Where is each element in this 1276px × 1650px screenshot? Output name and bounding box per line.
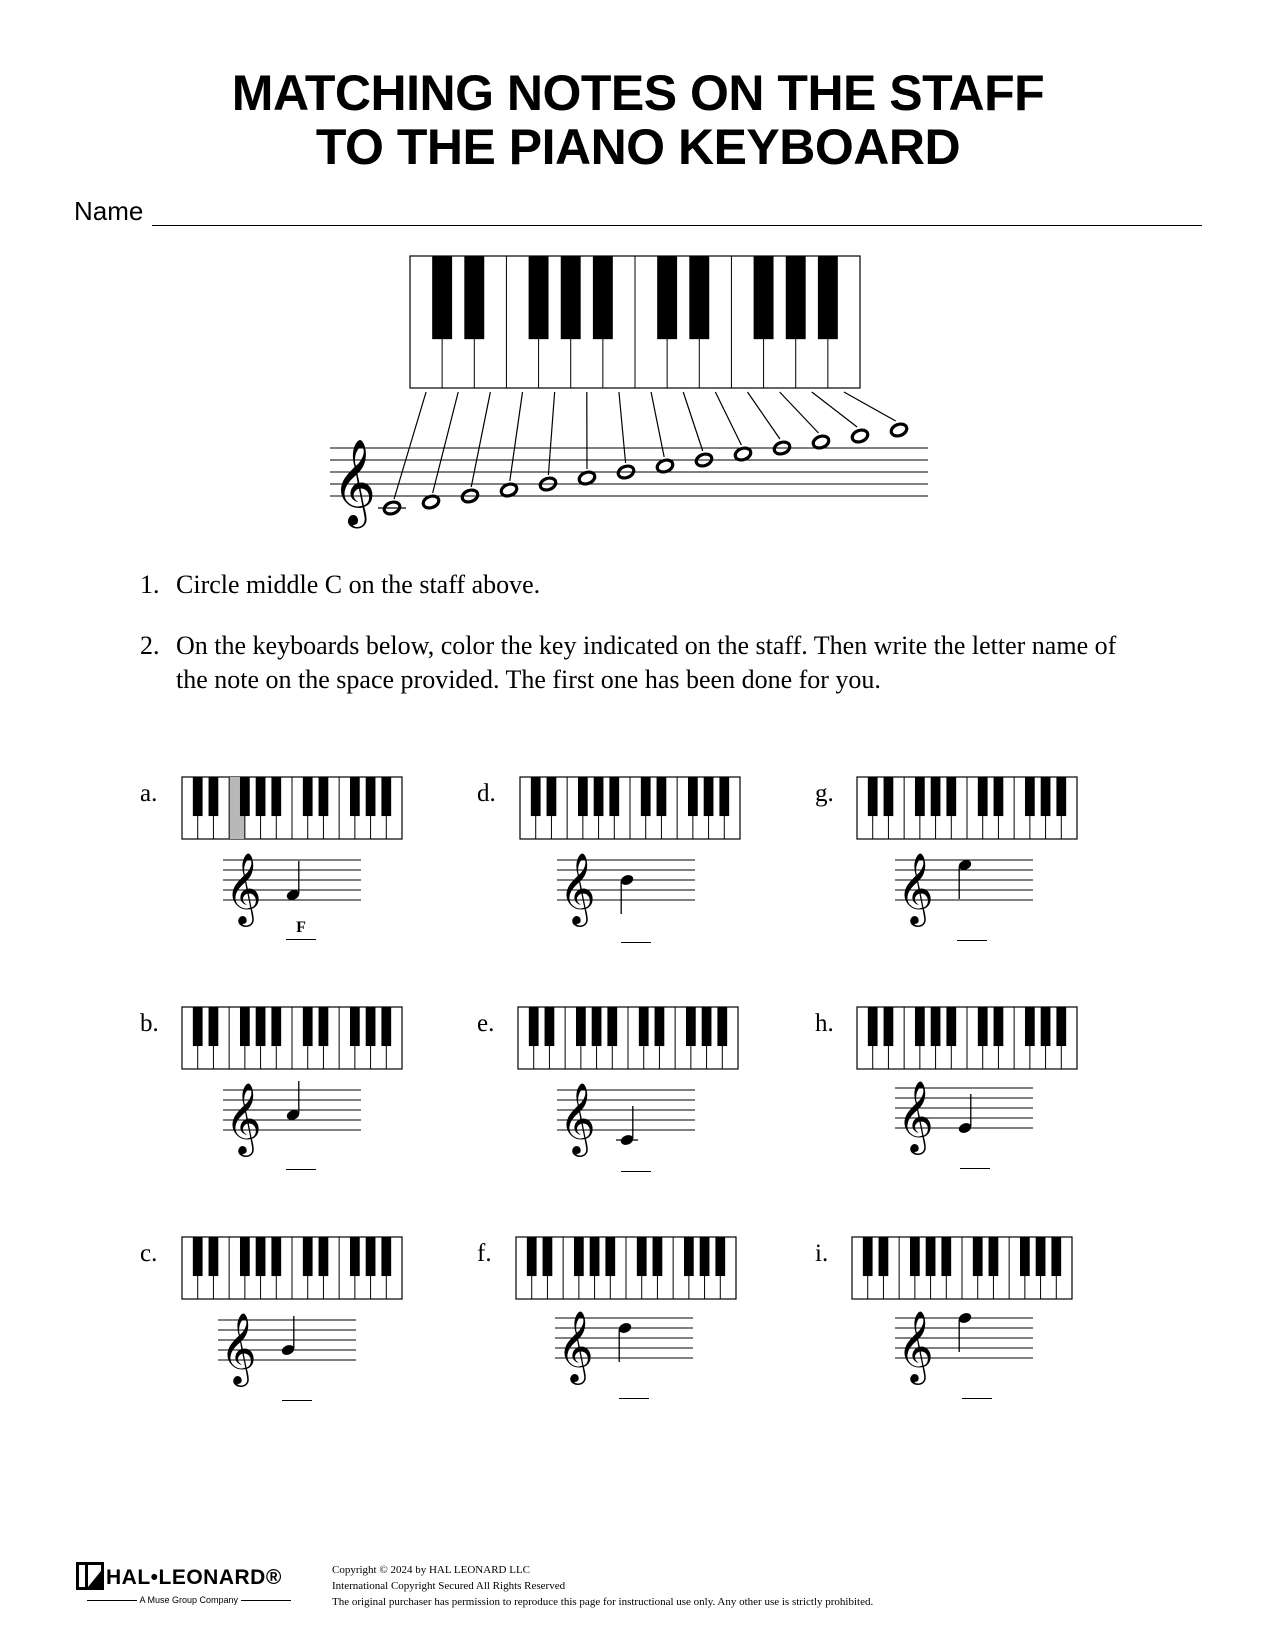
- pointer-line: [394, 392, 426, 499]
- exercise-label: i.: [815, 1240, 829, 1267]
- black-key: [256, 1007, 266, 1046]
- pointer-line: [844, 392, 896, 421]
- exercise-keyboard[interactable]: [519, 776, 741, 840]
- black-key: [719, 777, 729, 816]
- exercise-keyboard[interactable]: [181, 1006, 403, 1070]
- black-key: [702, 1007, 712, 1046]
- black-key: [868, 1007, 878, 1046]
- pointer-line: [471, 392, 490, 487]
- pointer-line: [619, 392, 626, 463]
- instruction-2-number: 2.: [140, 631, 160, 660]
- black-key: [366, 777, 376, 816]
- black-key: [464, 256, 484, 339]
- instruction-2-text: On the keyboards below, color the key indicated on the staff. Then write the letter name of the note on the space provided. The first one has been done for you.: [176, 631, 1117, 694]
- black-key: [717, 1007, 727, 1046]
- logo-mark-icon: [76, 1562, 104, 1590]
- black-key: [366, 1237, 376, 1276]
- black-key: [689, 256, 709, 339]
- main-keyboard-staff-diagram: [0, 0, 1276, 525]
- exercise-label: f.: [477, 1240, 492, 1267]
- black-key: [994, 1007, 1004, 1046]
- logo-wordmark: HAL•LEONARD®: [106, 1566, 282, 1589]
- treble-clef-icon: 𝄞: [220, 1311, 257, 1384]
- logo-subtitle: [76, 1595, 302, 1605]
- black-key: [240, 1237, 250, 1276]
- black-key: [1036, 1237, 1046, 1276]
- exercise-keyboard[interactable]: [181, 776, 403, 840]
- black-key: [684, 1237, 694, 1276]
- answer-line[interactable]: [282, 1400, 312, 1401]
- exercise-staff: [895, 1076, 1035, 1152]
- logo-subtitle-text: A Muse Group Company: [139, 1595, 239, 1605]
- treble-clef-icon: 𝄞: [557, 1309, 594, 1382]
- exercise-label: a.: [140, 780, 158, 807]
- black-key: [319, 1237, 329, 1276]
- treble-clef-icon: 𝄞: [225, 1081, 262, 1154]
- black-key: [655, 1007, 665, 1046]
- exercise-keyboard[interactable]: [856, 776, 1078, 840]
- black-key: [1025, 1007, 1035, 1046]
- treble-clef-icon: 𝄞: [559, 1081, 596, 1154]
- treble-clef-icon: 𝄞: [332, 437, 376, 525]
- name-label: Name: [74, 196, 144, 226]
- exercise-label: c.: [140, 1240, 158, 1267]
- whole-note: [851, 428, 870, 444]
- answer-line[interactable]: [286, 919, 316, 940]
- black-key: [432, 256, 452, 339]
- black-key: [754, 256, 774, 339]
- black-key: [561, 256, 581, 339]
- exercise-label: b.: [140, 1010, 159, 1037]
- black-key: [209, 777, 219, 816]
- exercise-keyboard[interactable]: [856, 1006, 1078, 1070]
- answer-line[interactable]: [957, 940, 987, 941]
- black-key: [915, 1007, 925, 1046]
- exercise-staff: [895, 1306, 1035, 1382]
- black-key: [931, 777, 941, 816]
- black-key: [1025, 777, 1035, 816]
- black-key: [863, 1237, 873, 1276]
- exercise-staff: [557, 1078, 697, 1154]
- answer-line[interactable]: [621, 1171, 651, 1172]
- black-key: [686, 1007, 696, 1046]
- exercise-keyboard[interactable]: [515, 1236, 737, 1300]
- black-key: [884, 777, 894, 816]
- black-key: [818, 256, 838, 339]
- exercise-staff: [223, 848, 363, 924]
- black-key: [319, 1007, 329, 1046]
- pointer-line: [780, 392, 819, 433]
- pointer-line: [433, 392, 459, 493]
- instruction-1-text: Circle middle C on the staff above.: [176, 570, 541, 599]
- black-key: [641, 777, 651, 816]
- black-key: [303, 1007, 313, 1046]
- black-key: [657, 777, 667, 816]
- black-key: [545, 1007, 555, 1046]
- pointer-line: [748, 392, 780, 439]
- pointer-line: [715, 392, 741, 445]
- black-key: [574, 1237, 584, 1276]
- black-key: [527, 1237, 537, 1276]
- black-key: [592, 1007, 602, 1046]
- exercise-staff: [218, 1308, 358, 1384]
- black-key: [700, 1237, 710, 1276]
- black-key: [688, 777, 698, 816]
- treble-clef-icon: 𝄞: [897, 1079, 934, 1152]
- black-key: [193, 777, 203, 816]
- black-key: [209, 1237, 219, 1276]
- treble-clef-icon: 𝄞: [559, 851, 596, 924]
- black-key: [941, 1237, 951, 1276]
- answer-text: F: [296, 919, 306, 936]
- black-key: [989, 1237, 999, 1276]
- answer-line[interactable]: [621, 942, 651, 943]
- pointer-line: [812, 392, 857, 427]
- exercise-label: e.: [477, 1010, 495, 1037]
- exercise-staff: [895, 848, 1035, 924]
- copyright-line-1: Copyright © 2024 by HAL LEONARD LLC: [332, 1564, 530, 1576]
- black-key: [529, 256, 549, 339]
- black-key: [319, 777, 329, 816]
- black-key: [978, 777, 988, 816]
- black-key: [915, 777, 925, 816]
- black-key: [715, 1237, 725, 1276]
- black-key: [973, 1237, 983, 1276]
- copyright-line-2: International Copyright Secured All Rights Reserved: [332, 1580, 566, 1592]
- black-key: [578, 777, 588, 816]
- black-key: [978, 1007, 988, 1046]
- answer-line[interactable]: [286, 1169, 316, 1170]
- title-line-1: MATCHING NOTES ON THE STAFF: [231, 65, 1045, 121]
- black-key: [868, 777, 878, 816]
- exercise-keyboard[interactable]: [517, 1006, 739, 1070]
- exercise-label: g.: [815, 780, 834, 807]
- treble-clef-icon: 𝄞: [225, 851, 262, 924]
- black-key: [531, 777, 541, 816]
- black-key: [350, 1007, 360, 1046]
- black-key: [271, 777, 281, 816]
- black-key: [931, 1007, 941, 1046]
- black-key: [1051, 1237, 1061, 1276]
- black-key: [594, 777, 604, 816]
- black-key: [193, 1007, 203, 1046]
- treble-clef-icon: 𝄞: [897, 851, 934, 924]
- black-key: [879, 1237, 889, 1276]
- black-key: [209, 1007, 219, 1046]
- black-key: [946, 777, 956, 816]
- black-key: [607, 1007, 617, 1046]
- black-key: [543, 1237, 553, 1276]
- black-key: [1041, 1007, 1051, 1046]
- black-key: [637, 1237, 647, 1276]
- black-key: [303, 1237, 313, 1276]
- black-key: [240, 777, 250, 816]
- logo-rule-left: [87, 1600, 137, 1601]
- black-key: [910, 1237, 920, 1276]
- exercise-label: h.: [815, 1010, 834, 1037]
- black-key: [547, 777, 557, 816]
- treble-clef-icon: 𝄞: [897, 1309, 934, 1382]
- black-key: [350, 1237, 360, 1276]
- exercise-label: d.: [477, 780, 496, 807]
- black-key: [303, 777, 313, 816]
- answer-line[interactable]: [962, 1398, 992, 1399]
- black-key: [590, 1237, 600, 1276]
- black-key: [529, 1007, 539, 1046]
- black-key: [271, 1007, 281, 1046]
- black-key: [381, 1007, 391, 1046]
- black-key: [609, 777, 619, 816]
- answer-line[interactable]: [960, 1168, 990, 1169]
- logo-rule-right: [241, 1600, 291, 1601]
- black-key: [946, 1007, 956, 1046]
- black-key: [994, 777, 1004, 816]
- black-key: [593, 256, 613, 339]
- exercise-staff: [557, 848, 697, 924]
- copyright-notice: [332, 1562, 873, 1610]
- black-key: [926, 1237, 936, 1276]
- black-key: [786, 256, 806, 339]
- exercise-keyboard[interactable]: [851, 1236, 1073, 1300]
- black-key: [350, 777, 360, 816]
- black-key: [1056, 1007, 1066, 1046]
- whole-note: [890, 422, 909, 438]
- black-key: [1056, 777, 1066, 816]
- black-key: [193, 1237, 203, 1276]
- black-key: [381, 1237, 391, 1276]
- black-key: [657, 256, 677, 339]
- black-key: [576, 1007, 586, 1046]
- black-key: [653, 1237, 663, 1276]
- instruction-1-number: 1.: [140, 570, 160, 599]
- black-key: [1020, 1237, 1030, 1276]
- exercise-staff: [223, 1078, 363, 1154]
- black-key: [271, 1237, 281, 1276]
- pointer-line: [651, 392, 664, 457]
- black-key: [381, 777, 391, 816]
- black-key: [1041, 777, 1051, 816]
- exercise-keyboard[interactable]: [181, 1236, 403, 1300]
- black-key: [256, 1237, 266, 1276]
- black-key: [605, 1237, 615, 1276]
- answer-line[interactable]: [619, 1398, 649, 1399]
- black-key: [240, 1007, 250, 1046]
- pointer-line: [548, 392, 554, 475]
- black-key: [704, 777, 714, 816]
- black-key: [256, 777, 266, 816]
- pointer-line: [510, 392, 523, 481]
- copyright-line-3: The original purchaser has permission to reproduce this page for instructional use only. Any other use is strictly prohibited.: [332, 1596, 874, 1608]
- black-key: [884, 1007, 894, 1046]
- title-line-2: TO THE PIANO KEYBOARD: [315, 119, 961, 175]
- black-key: [366, 1007, 376, 1046]
- black-key: [639, 1007, 649, 1046]
- pointer-line: [683, 392, 703, 451]
- exercise-staff: [555, 1306, 695, 1382]
